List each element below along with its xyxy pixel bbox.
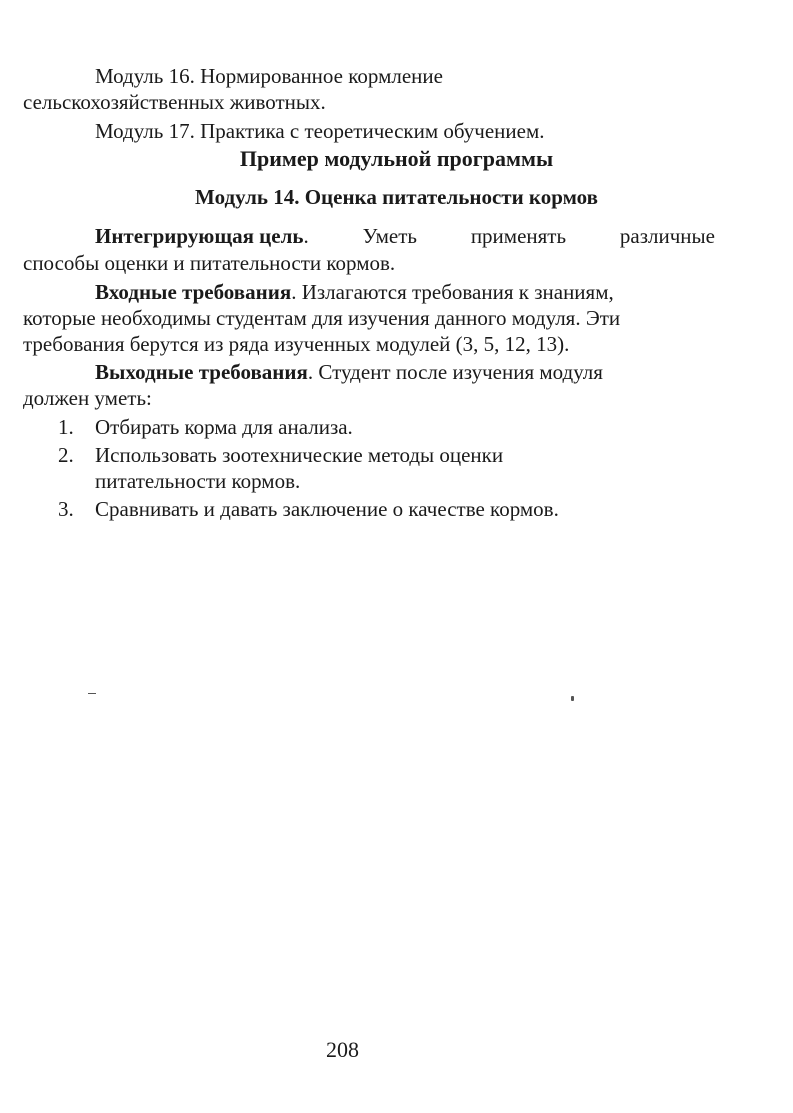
list-item-3-number: 3.	[58, 497, 74, 521]
goal-line-1	[95, 223, 715, 249]
input-req-line-3: требования берутся из ряда изученных модулей (3, 5, 12, 13).	[23, 332, 570, 356]
list-item-1-text: Отбирать корма для анализа.	[95, 415, 353, 439]
goal-word-1: Уметь	[362, 224, 417, 248]
module-14-heading: Модуль 14. Оценка питательности кормов	[195, 185, 598, 209]
scan-speck-2	[571, 696, 574, 701]
list-item-2-text-line-2: питательности кормов.	[95, 469, 301, 493]
goal-label-wrap: Интегрирующая цель.	[95, 224, 309, 248]
list-item-2-number: 2.	[58, 443, 74, 467]
output-req-label: Выходные требования	[95, 360, 308, 384]
goal-word-3: различные	[619, 224, 715, 248]
input-req-line-1: Входные требования. Излагаются требования к знаниям,	[95, 280, 614, 304]
module-16-line-1: Модуль 16. Нормированное кормление	[95, 64, 443, 88]
page-number: 208	[326, 1037, 359, 1062]
goal-line-2: способы оценки и питательности кормов.	[23, 251, 396, 275]
goal-label: Интегрирующая цель	[95, 224, 304, 248]
list-item-3-text: Сравнивать и давать заключение о качестве кормов.	[95, 497, 559, 521]
module-16-line-2: сельскохозяйственных животных.	[23, 90, 326, 114]
output-req-line-1: Выходные требования. Студент после изучения модуля	[95, 360, 603, 384]
list-item-1-number: 1.	[58, 415, 74, 439]
input-req-label: Входные требования	[95, 280, 292, 304]
goal-word-2: применять	[470, 224, 567, 248]
output-req-line-1-text: Студент после изучения модуля	[318, 360, 603, 384]
list-item-2-text-line-1: Использовать зоотехнические методы оценки	[95, 443, 504, 467]
input-req-line-2: которые необходимы студентам для изучения данного модуля. Эти	[23, 306, 621, 330]
scan-speck-1	[88, 693, 96, 694]
section-heading: Пример модульной программы	[239, 146, 554, 171]
input-req-line-1-text: Излагаются требования к знаниям,	[301, 280, 614, 304]
output-req-line-2: должен уметь:	[23, 386, 152, 410]
module-17-line: Модуль 17. Практика с теоретическим обучением.	[95, 119, 545, 143]
